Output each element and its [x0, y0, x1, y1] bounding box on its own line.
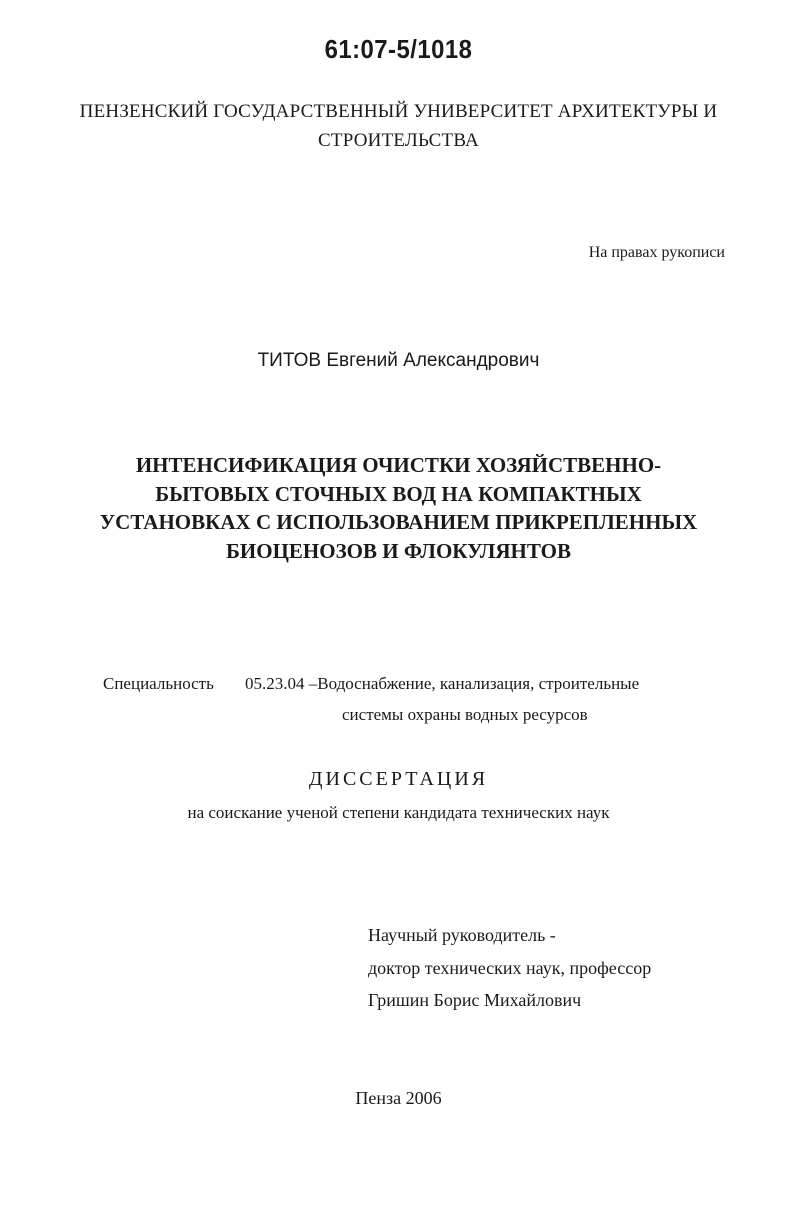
- advisor-label: Научный руководитель -: [368, 925, 556, 945]
- advisor-name: Гришин Борис Михайлович: [368, 990, 582, 1010]
- university-name-line2: СТРОИТЕЛЬСТВА: [318, 130, 479, 151]
- university-name-line1: ПЕНЗЕНСКИЙ ГОСУДАРСТВЕННЫЙ УНИВЕРСИТЕТ АРХИТЕКТУРЫ И: [79, 101, 718, 122]
- advisor-degree: доктор технических наук, профессор: [368, 958, 652, 978]
- thesis-title-line1: ИНТЕНСИФИКАЦИЯ ОЧИСТКИ ХОЗЯЙСТВЕННО-: [135, 453, 662, 477]
- thesis-title-line2: БЫТОВЫХ СТОЧНЫХ ВОД НА КОМПАКТНЫХ: [155, 482, 642, 506]
- degree-statement: на соискание ученой степени кандидата технических наук: [187, 803, 610, 822]
- thesis-title-line3: УСТАНОВКАХ С ИСПОЛЬЗОВАНИЕМ ПРИКРЕПЛЕННЫХ: [99, 510, 698, 534]
- author-name: ТИТОВ Евгений Александрович: [257, 350, 540, 371]
- rights-note: На правах рукописи: [588, 244, 725, 261]
- catalog-number: 61:07-5/1018: [324, 34, 473, 64]
- document-type: ДИССЕРТАЦИЯ: [308, 768, 489, 790]
- specialty-label: Специальность: [103, 674, 214, 693]
- specialty-line2: системы охраны водных ресурсов: [342, 705, 588, 724]
- place-year: Пенза 2006: [355, 1088, 442, 1108]
- thesis-title-line4: БИОЦЕНОЗОВ И ФЛОКУЛЯНТОВ: [226, 539, 571, 563]
- specialty-line1: 05.23.04 –Водоснабжение, канализация, строительные: [245, 674, 640, 693]
